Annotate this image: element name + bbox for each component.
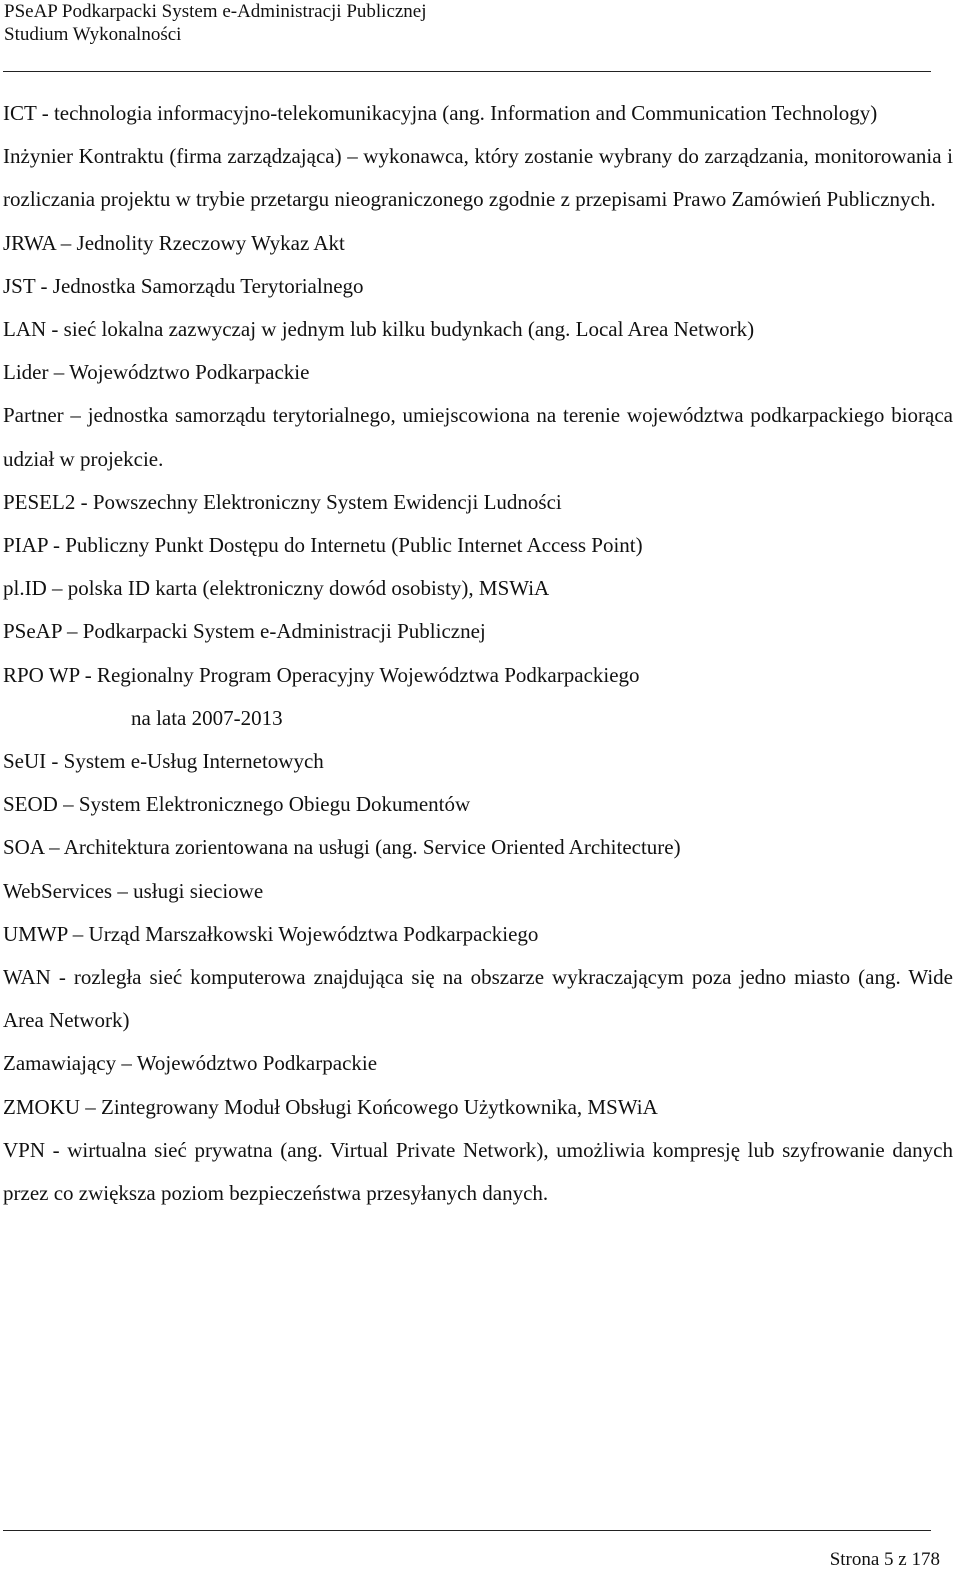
glossary-entry-piap: PIAP - Publiczny Punkt Dostępu do Internetu (Public Internet Access Point)	[3, 533, 643, 558]
glossary-entry-pl-id: pl.ID – polska ID karta (elektroniczny dowód osobisty), MSWiA	[3, 576, 550, 601]
glossary-entry-rpo-wp: RPO WP - Regionalny Program Operacyjny Województwa Podkarpackiego	[3, 662, 640, 687]
glossary-entry-rpo-wp-period: na lata 2007-2013	[131, 705, 283, 730]
glossary-entry-umwp: UMWP – Urząd Marszałkowski Województwa Podkarpackiego	[3, 921, 539, 946]
glossary-entry-ict: ICT - technologia informacyjno-telekomunikacyjna (ang. Information and Communication Technology)	[3, 101, 878, 125]
glossary-entry-lan: LAN - sieć lokalna zazwyczaj w jednym lub kilku budynkach (ang. Local Area Network)	[3, 317, 755, 342]
glossary-list	[3, 92, 953, 1215]
page-header	[4, 0, 934, 46]
glossary-entry-pesel2: PESEL2 - Powszechny Elektroniczny System Ewidencji Ludności	[3, 489, 562, 514]
glossary-entry-lider: Lider – Województwo Podkarpackie	[3, 360, 310, 385]
footer-divider	[3, 1530, 931, 1531]
glossary-entry-zmoku: ZMOKU – Zintegrowany Moduł Obsługi Końcowego Użytkownika, MSWiA	[3, 1094, 658, 1119]
glossary-entry-seod: SEOD – System Elektronicznego Obiegu Dokumentów	[3, 792, 471, 817]
glossary-entry-inzynier-kontraktu: Inżynier Kontraktu (firma zarządzająca) – wykonawca, który zostanie wybrany do zarządzania, monitorowania i rozliczania projektu w trybie przetargu nieograniczonego zgodnie z przepisami Prawo Zamówień Publicznych.	[3, 144, 953, 212]
glossary-entry-webservices: WebServices – usługi sieciowe	[3, 878, 264, 903]
glossary-entry-zamawiajacy: Zamawiający – Województwo Podkarpackie	[3, 1051, 378, 1076]
glossary-entry-vpn: VPN - wirtualna sieć prywatna (ang. Virtual Private Network), umożliwia kompresję lub szyfrowanie danych przez co zwiększa poziom bezpieczeństwa przesyłanych danych.	[3, 1137, 953, 1206]
glossary-entry-pseap: PSeAP – Podkarpacki System e-Administracji Publicznej	[3, 619, 486, 644]
glossary-entry-seui: SeUI - System e-Usług Internetowych	[3, 749, 324, 774]
glossary-entry-soa: SOA – Architektura zorientowana na usługi (ang. Service Oriented Architecture)	[3, 835, 681, 860]
header-document-title: PSeAP Podkarpacki System e-Administracji Publicznej	[4, 1, 427, 22]
glossary-entry-jrwa: JRWA – Jednolity Rzeczowy Wykaz Akt	[3, 230, 345, 255]
glossary-entry-jst: JST - Jednostka Samorządu Terytorialnego	[3, 273, 364, 298]
page-number: Strona 5 z 178	[829, 1549, 940, 1570]
header-section-title: Studium Wykonalności	[4, 24, 182, 45]
glossary-entry-wan: WAN - rozległa sieć komputerowa znajdująca się na obszarze wykraczającym poza jedno miasto (ang. Wide Area Network)	[3, 965, 953, 1033]
header-divider	[3, 71, 931, 72]
glossary-entry-partner: Partner – jednostka samorządu terytorialnego, umiejscowiona na terenie województwa podkarpackiego biorąca udział w projekcie.	[3, 403, 953, 471]
